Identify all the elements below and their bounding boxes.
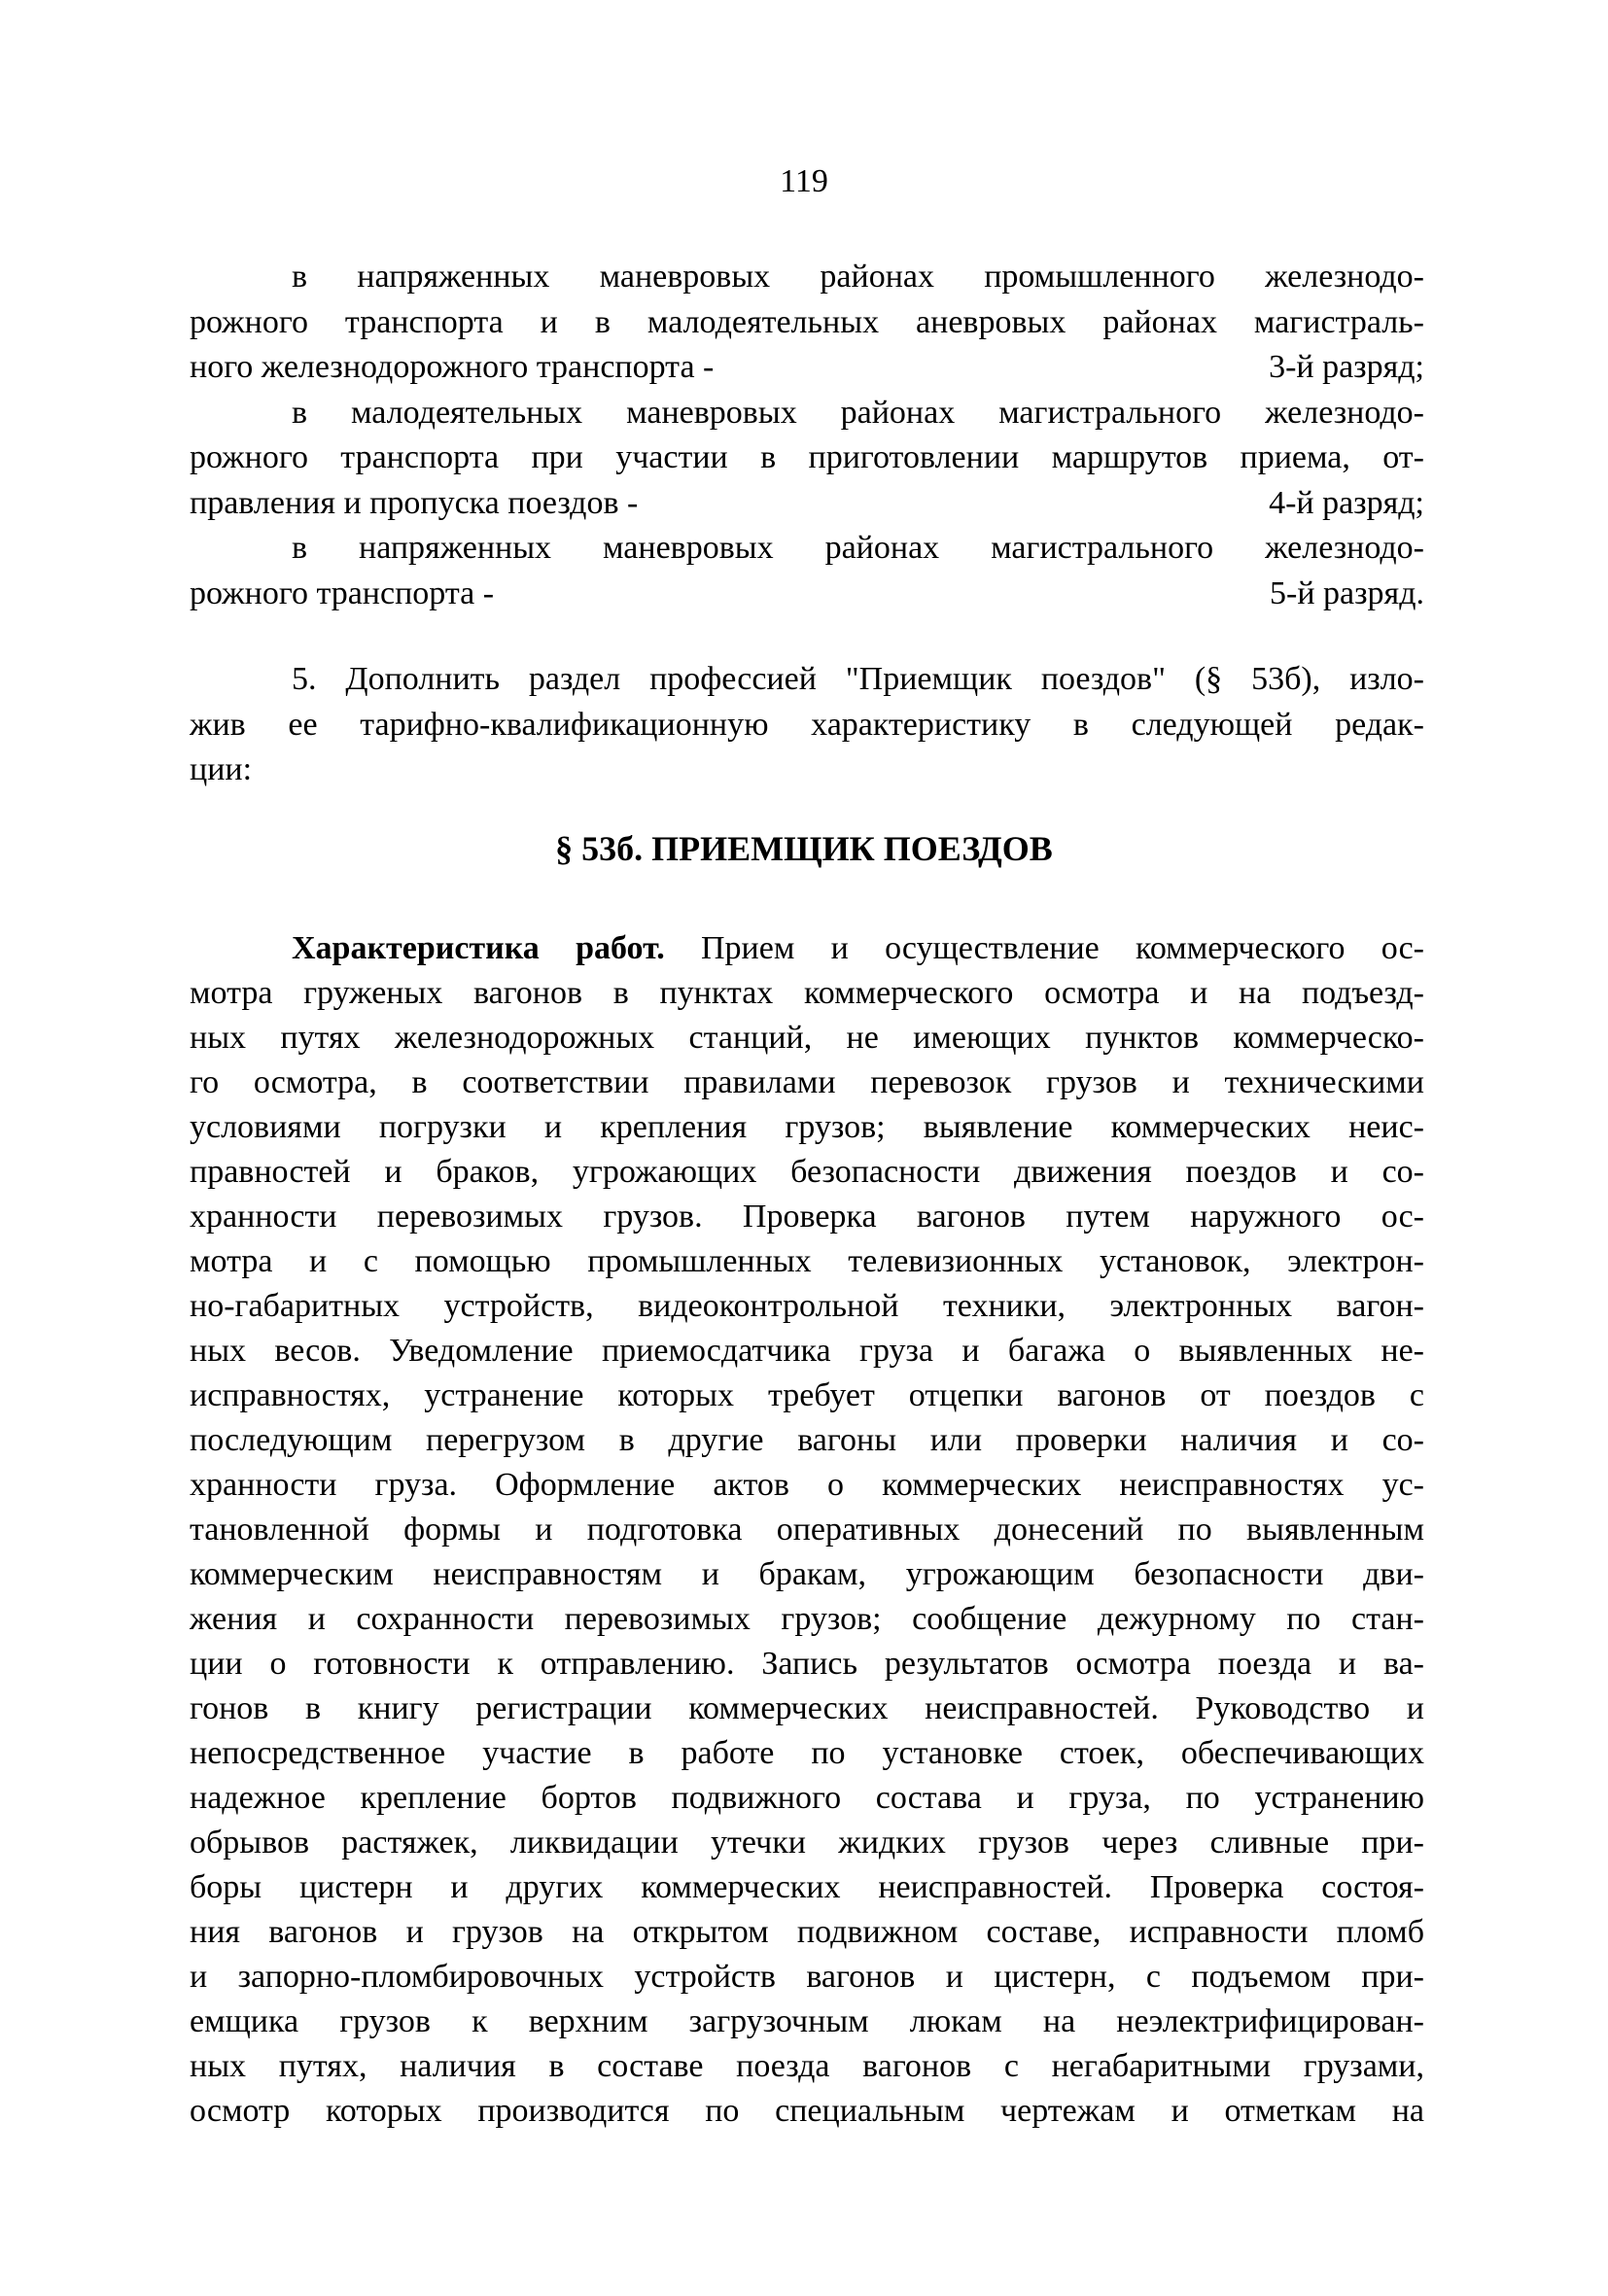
text-line: ния вагонов и грузов на открытом подвижном составе, исправности пломб [190,1914,1424,1950]
text-line: в напряженных маневровых районах магистрального железнодо- [292,530,1424,566]
text-line: хранности перевозимых грузов. Проверка вагонов путем наружного ос- [190,1199,1424,1235]
text-line: и запорно-пломбировочных устройств вагонов и цистерн, с подъемом при- [190,1959,1424,1995]
text-line: осмотр которых производится по специальным чертежам и отметкам на [190,2093,1424,2129]
rank-value: 3-й разряд; [1269,349,1424,385]
text-line: условиями погрузки и крепления грузов; выявление коммерческих неис- [190,1109,1424,1145]
text-line: рожного транспорта при участии в приготовлении маршрутов приема, от- [190,439,1424,475]
rank-condition: рожного транспорта - [190,574,495,611]
text-line: непосредственное участие в работе по установке стоек, обеспечивающих [190,1735,1424,1771]
text-line: боры цистерн и других коммерческих неисправностей. Проверка состоя- [190,1869,1424,1905]
text-line: хранности груза. Оформление актов о коммерческих неисправностях ус- [190,1467,1424,1503]
text-line [190,926,1424,971]
rank-row [190,572,1424,617]
text-line: надежное крепление бортов подвижного состава и груза, по устранению [190,1780,1424,1816]
text-line: правностей и браков, угрожающих безопасности движения поездов и со- [190,1154,1424,1190]
section-heading: § 53б. ПРИЕМЩИК ПОЕЗДОВ [555,829,1053,868]
text-line: тановленной формы и подготовка оперативных донесений по выявленным [190,1512,1424,1548]
text-line: но-габаритных устройств, видеоконтрольной техники, электронных вагон- [190,1288,1424,1324]
rank-row [190,481,1424,527]
text-line: ных путях, наличия в составе поезда вагонов с негабаритными грузами, [190,2048,1424,2084]
page-number: 119 [780,163,828,199]
text-line: последующим перегрузом в другие вагоны или проверки наличия и со- [190,1422,1424,1458]
text-line: коммерческим неисправностям и бракам, угрожающим безопасности дви- [190,1556,1424,1592]
text-line: в напряженных маневровых районах промышленного железнодо- [292,259,1424,295]
text-line: мотра груженых вагонов в пунктах коммерческого осмотра и на подъезд- [190,975,1424,1011]
text-line: ных путях железнодорожных станций, не имеющих пунктов коммерческо- [190,1020,1424,1056]
text-line: гонов в книгу регистрации коммерческих неисправностей. Руководство и [190,1690,1424,1726]
text-line: ции: [190,751,253,787]
text-line: исправностях, устранение которых требует отцепки вагонов от поездов с [190,1377,1424,1413]
text-line: в малодеятельных маневровых районах магистрального железнодо- [292,394,1424,431]
text-line: жив ее тарифно-квалификационную характеристику в следующей редак- [190,706,1424,743]
text-line: 5. Дополнить раздел профессией "Приемщик поездов" (§ 53б), изло- [292,661,1424,697]
rank-value: 5-й разряд. [1270,574,1424,611]
text-line: ных весов. Уведомление приемосдатчика груза и багажа о выявленных не- [190,1333,1424,1369]
text-line: го осмотра, в соответствии правилами перевозок грузов и техническими [190,1064,1424,1100]
rank-condition: ного железнодорожного транспорта - [190,349,715,385]
text-line: рожного транспорта и в малодеятельных аневровых районах магистраль- [190,303,1424,340]
rank-list [190,255,1424,616]
text-line: емщика грузов к верхним загрузочным люкам на неэлектрифицирован- [190,2003,1424,2039]
rank-row [190,345,1424,391]
text-line: жения и сохранности перевозимых грузов; сообщение дежурному по стан- [190,1601,1424,1637]
text-line: обрывов растяжек, ликвидации утечки жидких грузов через сливные при- [190,1825,1424,1861]
characteristic-label: Характеристика работ. [292,930,665,966]
text-line: ции о готовности к отправлению. Запись результатов осмотра поезда и ва- [190,1646,1424,1682]
rank-value: 4-й разряд; [1269,484,1424,521]
rank-condition: правления и пропуска поездов - [190,484,639,521]
characteristic-paragraph [190,926,1424,2134]
item-5-paragraph [190,657,1424,793]
text-fragment: Прием и осуществление коммерческого ос- [664,930,1424,966]
text-line: мотра и с помощью промышленных телевизионных установок, электрон- [190,1243,1424,1279]
